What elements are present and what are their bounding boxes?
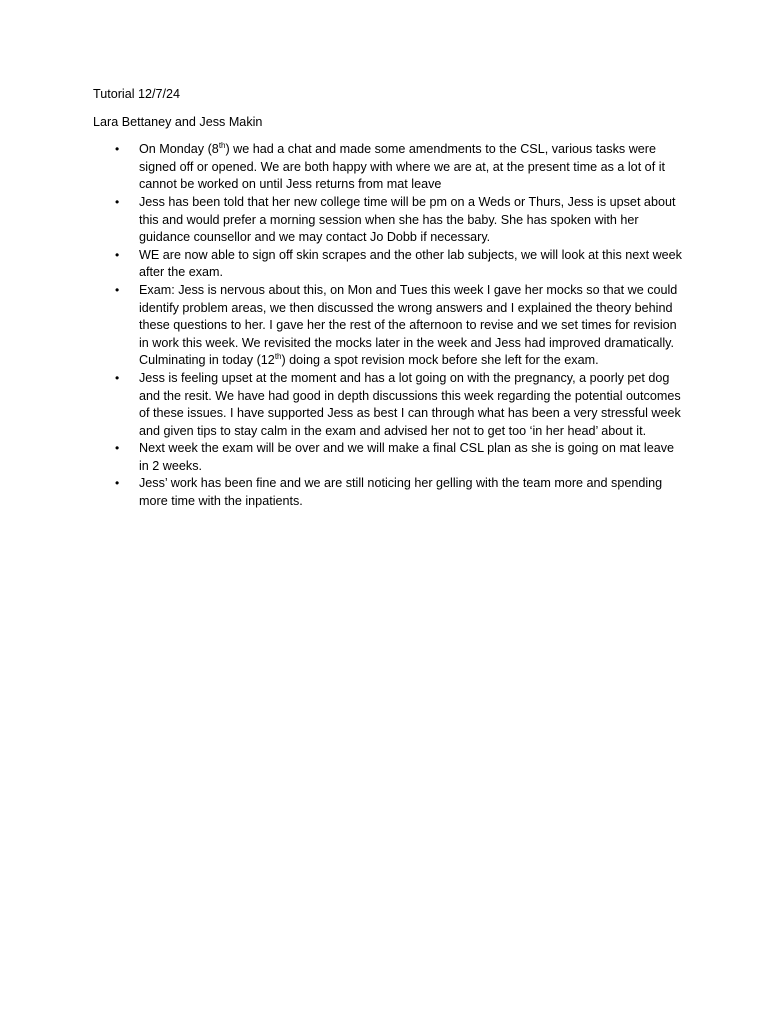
- note-item-3: [93, 247, 683, 282]
- note-item-1: [93, 141, 683, 194]
- note-item-2: [93, 194, 683, 247]
- bullet-icon: •: [115, 441, 120, 456]
- bullet-icon: •: [115, 142, 120, 157]
- bullet-icon: •: [115, 194, 120, 209]
- note-item-7: [93, 475, 683, 510]
- note-item-5: [93, 370, 683, 440]
- bullet-icon: •: [115, 247, 120, 262]
- note-text: Jess is feeling upset at the moment and has a lot going on with the pregnancy, a poorly pet dog and the resit. We have had good in depth discussions this week regarding the potential outcomes of these issues. I have supported Jess as best I can through what has been a very stressful week and given tips to stay calm in the exam and advised her not to get too ‘in her head’ about it.: [139, 370, 681, 438]
- note-text: Exam: Jess is nervous about this, on Mon and Tues this week I gave her mocks so that we could identify problem areas, we then discussed the wrong answers and I explained the theory behind these questions to her. I gave her the rest of the afternoon to revise and we set times for revision in work this week. We revisited the mocks later in the week and Jess had improved dramatically. Culminating in today (12: [139, 282, 678, 368]
- note-text: WE are now able to sign off skin scrapes and the other lab subjects, we will look at this next week after the exam.: [139, 247, 682, 280]
- note-item-6: [93, 440, 683, 475]
- document-body: [93, 86, 683, 511]
- bullet-icon: •: [115, 476, 120, 491]
- note-text: On Monday (8: [139, 142, 219, 157]
- note-text: Jess has been told that her new college time will be pm on a Weds or Thurs, Jess is upset about this and would prefer a morning session when she has the baby. She has spoken with her guidance counsellor and we may contact Jo Dobb if necessary.: [139, 194, 676, 245]
- note-text-continued: ) we had a chat and made some amendments to the CSL, various tasks were signed off or opened. We are both happy with where we are at, at the present time as a lot of it cannot be worked on until Jess returns from mat leave: [139, 142, 665, 192]
- note-text-continued: ) doing a spot revision mock before she left for the exam.: [281, 353, 599, 368]
- note-superscript: th: [274, 352, 282, 362]
- note-superscript: th: [218, 141, 226, 150]
- document-authors: Lara Bettaney and Jess Makin: [93, 114, 263, 129]
- note-text: Jess’ work has been fine and we are still noticing her gelling with the team more and spending more time with the inpatients.: [139, 476, 663, 509]
- notes-list: [93, 141, 683, 510]
- bullet-icon: •: [115, 370, 120, 385]
- note-text: Next week the exam will be over and we will make a final CSL plan as she is going on mat leave in 2 weeks.: [139, 441, 675, 473]
- document-title: Tutorial 12/7/24: [93, 87, 181, 101]
- bullet-icon: •: [115, 282, 120, 297]
- note-item-4: [93, 282, 683, 370]
